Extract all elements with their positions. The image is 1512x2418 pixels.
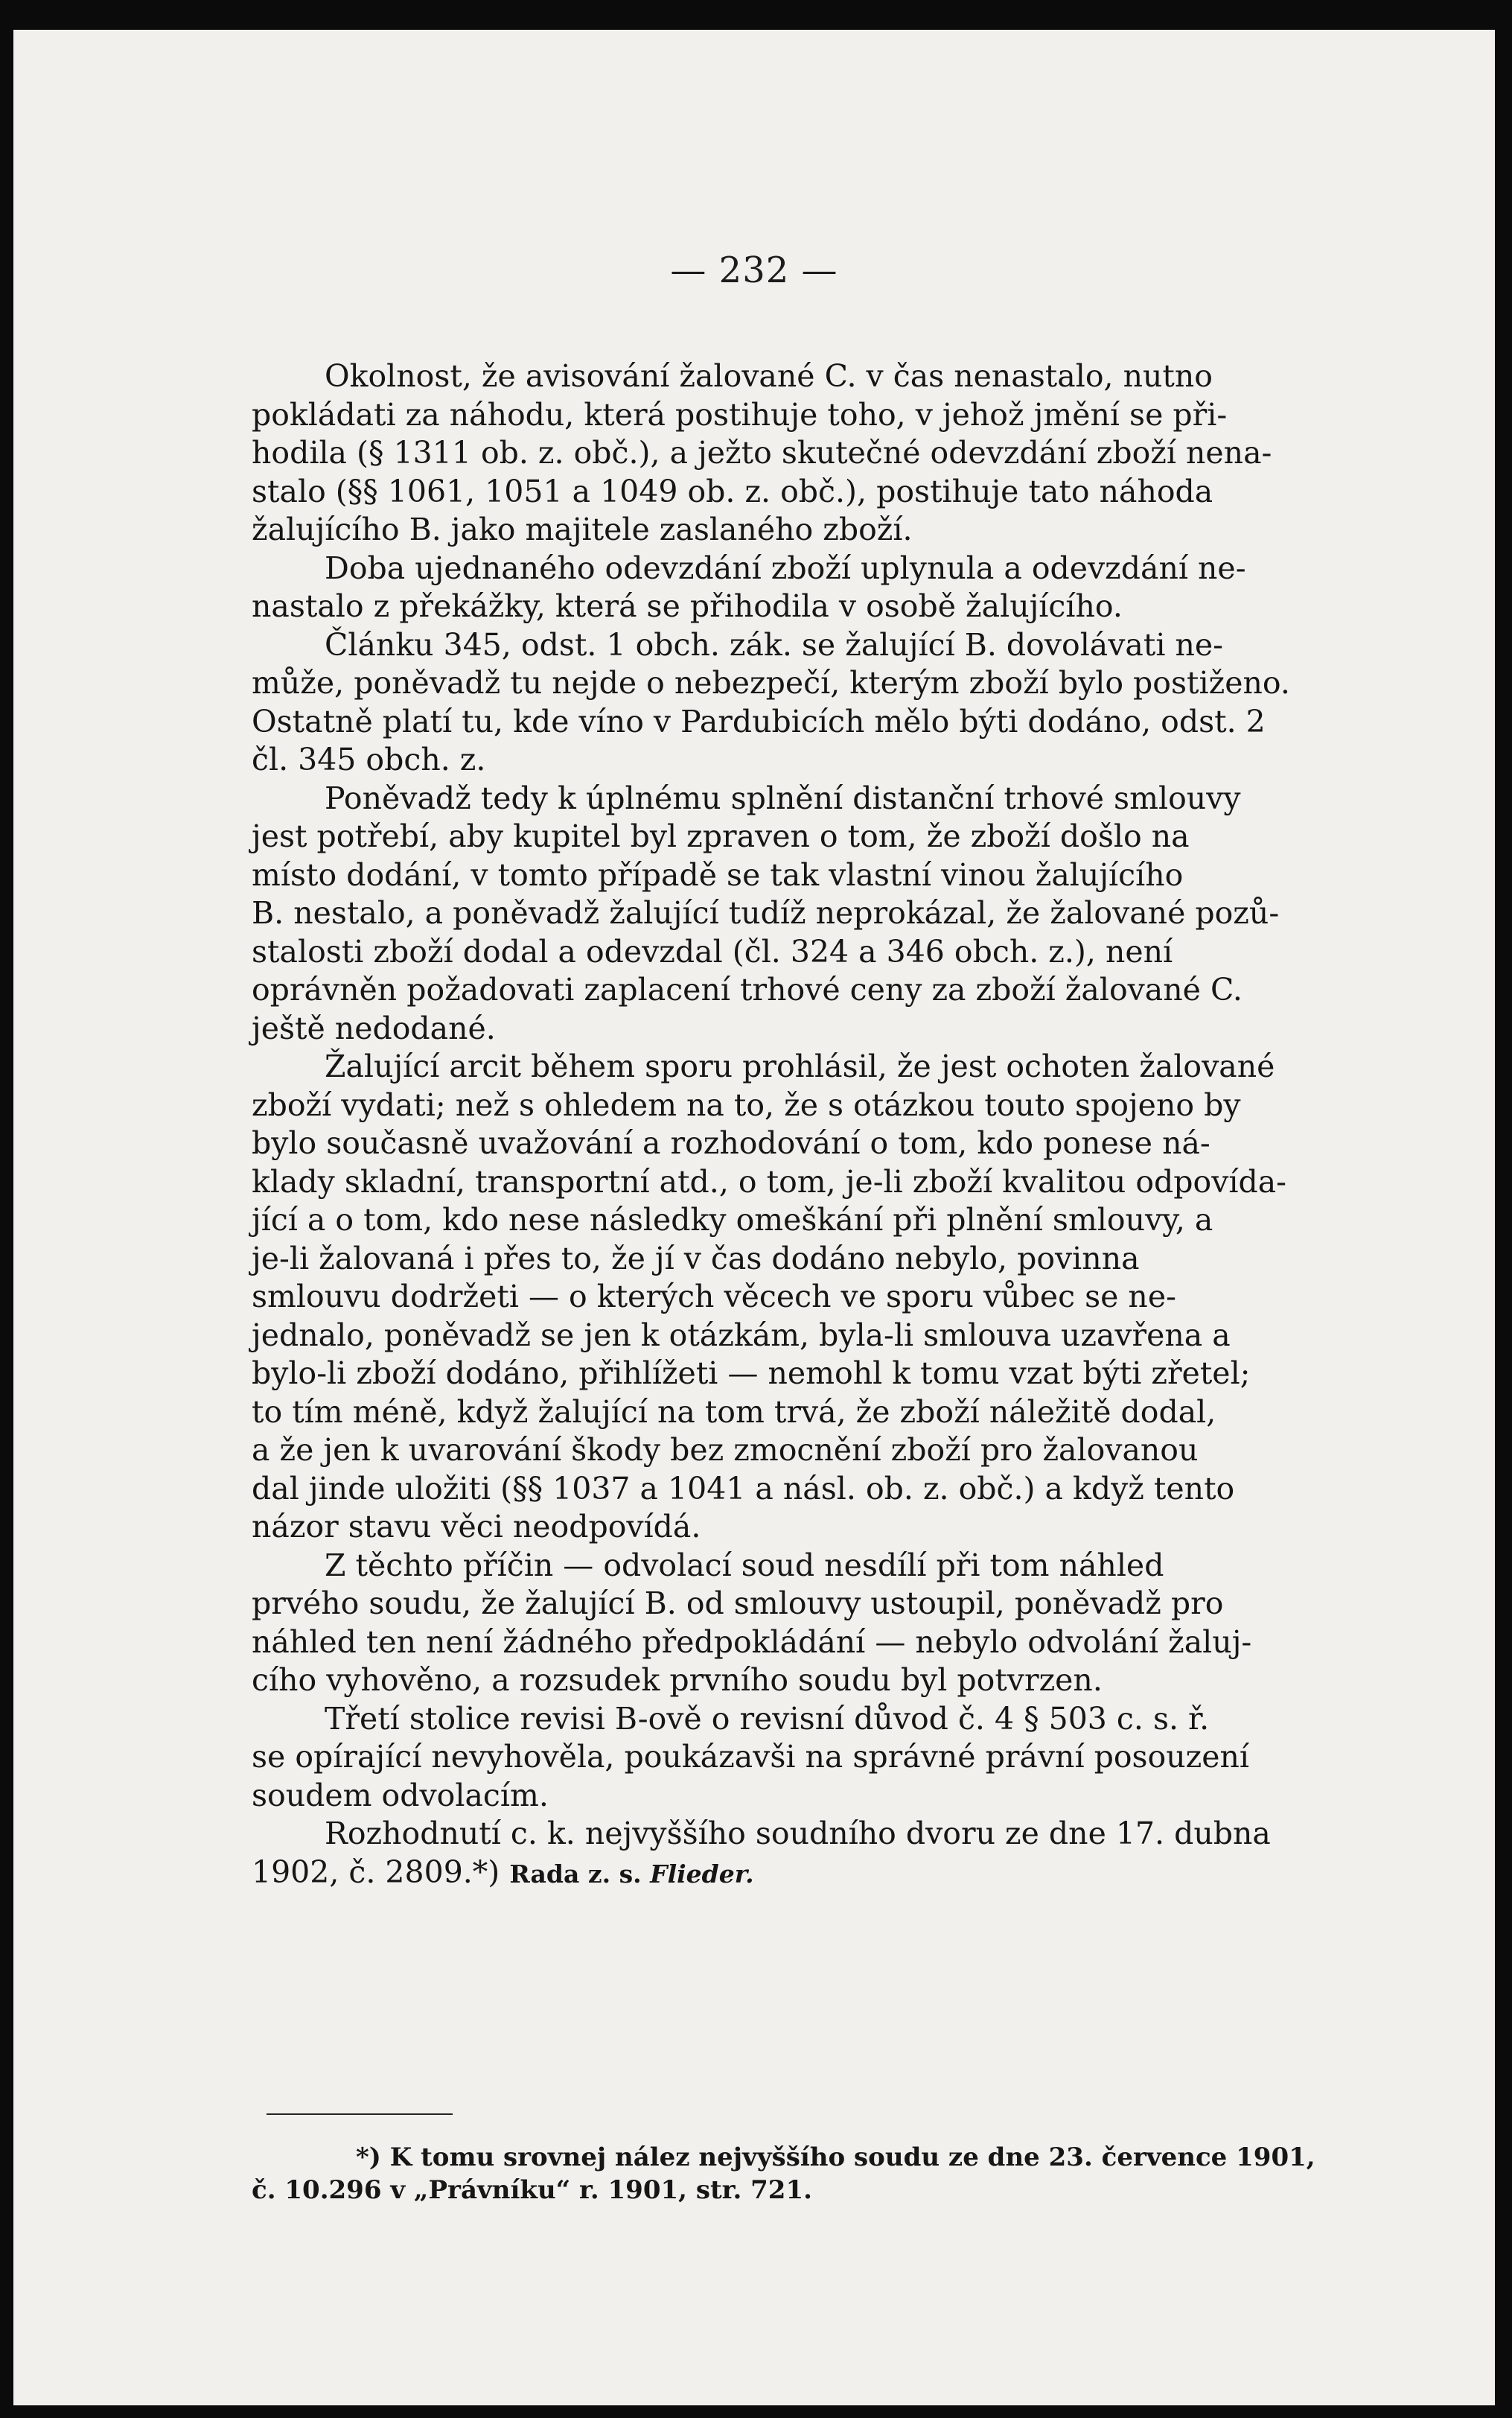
text-line: Okolnost, že avisování žalované C. v čas nenastalo, nutno (325, 358, 1213, 394)
text-line: Žalující arcit během sporu prohlásil, že jest ochoten žalované (325, 1049, 1275, 1084)
footnote-line: č. 10.296 v „Právníku“ r. 1901, str. 721. (252, 2175, 812, 2205)
text-line: jest potřebí, aby kupitel byl zpraven o tom, že zboží došlo na (252, 818, 1190, 854)
paragraph-1 (252, 357, 1382, 550)
text-line: to tím méně, když žalující na tom trvá, že zboží náležitě dodal, (252, 1393, 1216, 1430)
paragraph-5 (252, 1048, 1382, 1547)
text-line: náhled ten není žádného předpokládání — nebylo odvolání žaluj- (252, 1623, 1252, 1660)
paragraph-4 (252, 780, 1382, 1049)
text-line: a že jen k uvarování škody bez zmocnění zboží pro žalovanou (252, 1432, 1199, 1468)
text-line: zboží vydati; než s ohledem na to, že s otázkou touto spojeno by (252, 1086, 1241, 1123)
text-line: Doba ujednaného odevzdání zboží uplynula a odevzdání ne- (325, 550, 1246, 586)
footnote (252, 2141, 1382, 2207)
paragraph-2 (252, 550, 1382, 626)
text-line: pokládati za náhodu, která postihuje toho, v jehož jmění se při- (252, 396, 1228, 433)
text-line: je-li žalovaná i přes to, že jí v čas dodáno nebylo, povinna (252, 1240, 1140, 1276)
text-line: může, poněvadž tu nejde o nebezpečí, kterým zboží bylo postiženo. (252, 665, 1290, 701)
text-line: B. nestalo, a poněvadž žalující tudíž neprokázal, že žalované pozů- (252, 895, 1280, 931)
closing-paragraph (252, 1815, 1382, 1893)
scanned-page (13, 30, 1495, 2405)
text-line: názor stavu věci neodpovídá. (252, 1509, 701, 1544)
text-line: jící a o tom, kdo nese následky omeškání při plnění smlouvy, a (252, 1202, 1213, 1238)
decision-sign-row (252, 1854, 1382, 1894)
text-line: Z těchto příčin — odvolací soud nesdílí při tom náhled (325, 1547, 1164, 1583)
text-line: prvého soudu, že žalující B. od smlouvy ustoupil, poněvadž pro (252, 1585, 1224, 1621)
body-text (252, 357, 1382, 1893)
text-line: smlouvu dodržeti — o kterých věcech ve sporu vůbec se ne- (252, 1279, 1176, 1314)
paragraph-6 (252, 1547, 1382, 1700)
text-line: ještě nedodané. (252, 1010, 496, 1046)
signature-name: Flieder. (650, 1859, 754, 1889)
signature (509, 1859, 753, 1889)
text-line: žalujícího B. jako majitele zaslaného zboží. (252, 512, 913, 547)
text-line: Poněvadž tedy k úplnému splnění distanční trhové smlouvy (325, 780, 1241, 816)
page-number: — 232 — (670, 249, 838, 291)
paragraph-3 (252, 626, 1382, 780)
text-line: čl. 345 obch. z. (252, 742, 486, 777)
text-line: Třetí stolice revisi B-ově o revisní důvod č. 4 § 503 c. s. ř. (325, 1700, 1210, 1737)
text-line: místo dodání, v tomto případě se tak vlastní vinou žalujícího (252, 856, 1184, 893)
text-line: stalosti zboží dodal a odevzdal (čl. 324 a 346 obch. z.), není (252, 933, 1173, 970)
text-line: stalo (§§ 1061, 1051 a 1049 ob. z. obč.), postihuje tato náhoda (252, 473, 1213, 509)
text-line: klady skladní, transportní atd., o tom, je-li zboží kvalitou odpovída- (252, 1163, 1287, 1200)
signature-prefix: Rada z. s. (509, 1859, 642, 1889)
text-line: dal jinde uložiti (§§ 1037 a 1041 a násl. ob. z. obč.) a když tento (252, 1470, 1235, 1507)
text-line: jednalo, poněvadž se jen k otázkám, byla-li smlouva uzavřena a (252, 1317, 1231, 1353)
text-line: oprávněn požadovati zaplacení trhové ceny za zboží žalované C. (252, 972, 1243, 1008)
text-line: hodila (§ 1311 ob. z. obč.), a ježto skutečné odevzdání zboží nena- (252, 435, 1272, 471)
footnote-line: *) K tomu srovnej nález nejvyššího soudu ze dne 23. července 1901, (356, 2142, 1315, 2172)
text-line: Článku 345, odst. 1 obch. zák. se žalující B. dovolávati ne- (325, 626, 1223, 663)
text-line: nastalo z překážky, která se přihodila v osobě žalujícího. (252, 588, 1123, 624)
text-line: soudem odvolacím. (252, 1777, 549, 1813)
paragraph-7 (252, 1700, 1382, 1816)
decision-line: Rozhodnutí c. k. nejvyššího soudního dvoru ze dne 17. dubna (325, 1816, 1271, 1851)
decision-number: 1902, č. 2809.*) (252, 1854, 500, 1890)
text-line: bylo současně uvažování a rozhodování o tom, kdo ponese ná- (252, 1125, 1210, 1161)
text-line: bylo-li zboží dodáno, přihlížeti — nemohl k tomu vzat býti zřetel; (252, 1355, 1251, 1391)
text-line: se opírající nevyhověla, poukázavši na správné právní posouzení (252, 1739, 1250, 1775)
text-line: Ostatně platí tu, kde víno v Pardubicích mělo býti dodáno, odst. 2 (252, 703, 1266, 739)
text-line: cího vyhověno, a rozsudek prvního soudu byl potvrzen. (252, 1662, 1103, 1698)
footnote-divider (267, 2113, 453, 2115)
